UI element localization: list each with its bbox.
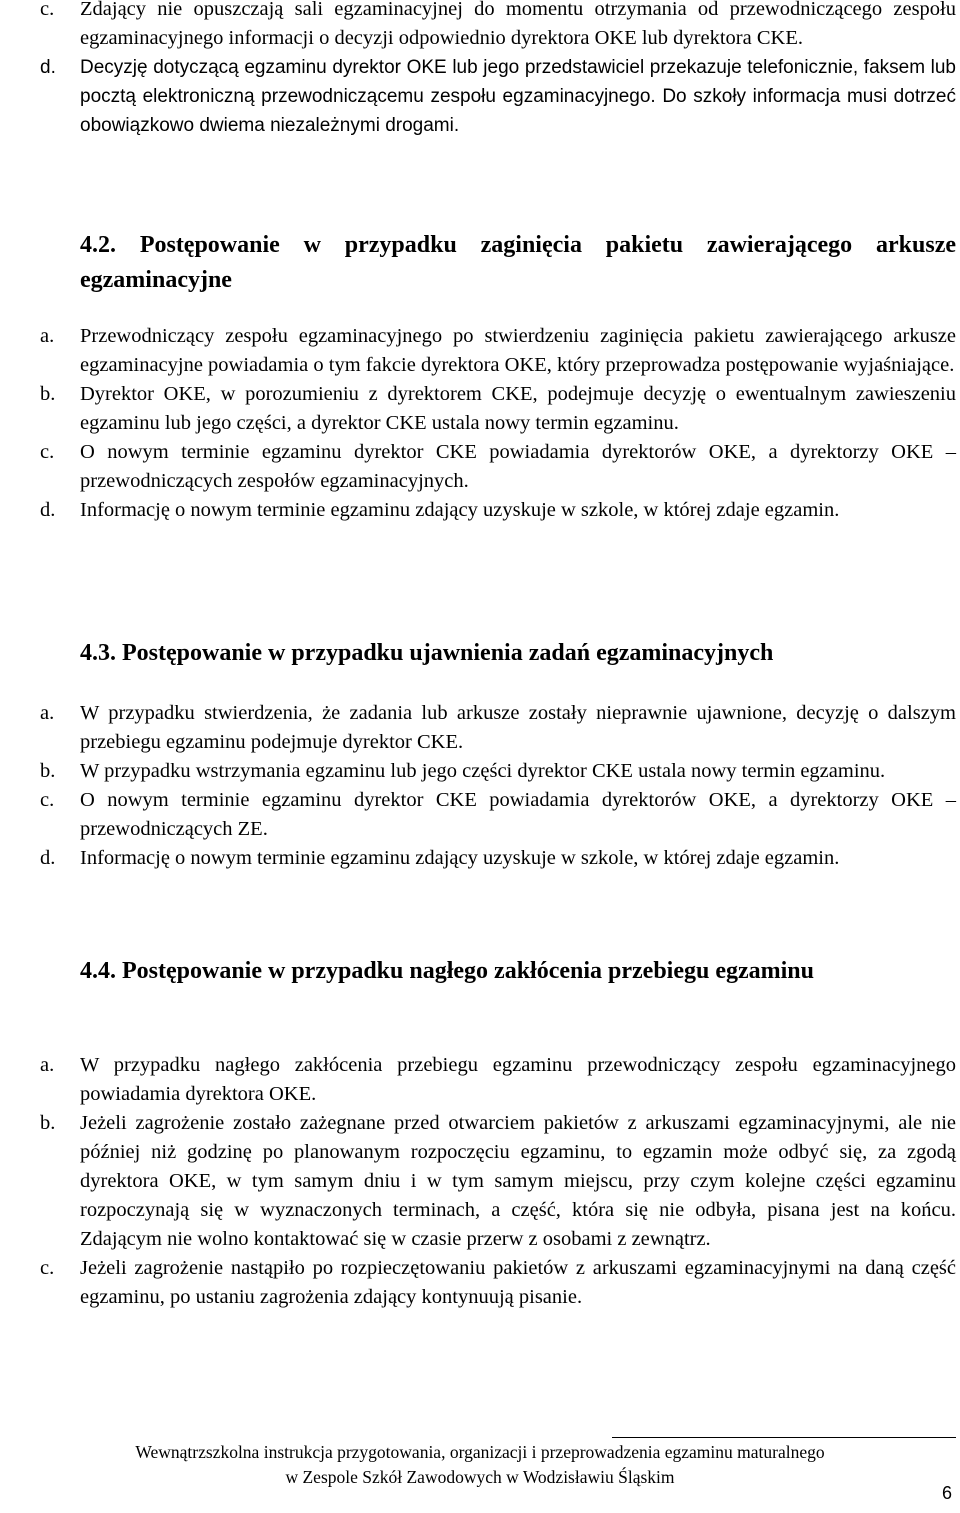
list-item: [0, 786, 960, 844]
list-item-text: Jeżeli zagrożenie zostało zażegnane przed otwarciem pakietów z arkuszami egzaminacyjnymi, ale nie później niż godzinę po planowanym rozpoczęciu egzaminu, to egzamin może odbyć się, za zgodą dyrektora OKE, w tym samym dniu i w tym samym miejscu, przy czym kolejne części egzaminu rozpoczynają się w wyznaczonych terminach, a część, która się nie odbyła, pisana jest na końcu. Zdającym nie wolno kontaktować się w czasie przerw z osobami z zewnątrz.: [80, 1112, 956, 1250]
list-item: [0, 844, 960, 873]
list-marker: b.: [40, 1112, 56, 1134]
list-item: [0, 757, 960, 786]
list-item-text: O nowym terminie egzaminu dyrektor CKE powiadamia dyrektorów OKE, a dyrektorzy OKE – przewodniczących ZE.: [80, 789, 956, 840]
list-marker: c.: [40, 0, 55, 20]
list-item-text: Decyzję dotyczącą egzaminu dyrektor OKE lub jego przedstawiciel przekazuje telefonicznie, faksem lub pocztą elektroniczną przewodniczącemu zespołu egzaminacyjnego. Do szkoły informacja musi dotrzeć obowiązkowo dwiema niezależnymi drogami.: [80, 57, 956, 136]
list-item: [0, 1051, 960, 1109]
footer-divider: [612, 1437, 956, 1438]
page-number: 6: [941, 1483, 952, 1503]
list-item: [0, 322, 960, 380]
list-item-text: O nowym terminie egzaminu dyrektor CKE powiadamia dyrektorów OKE, a dyrektorzy OKE – przewodniczących zespołów egzaminacyjnych.: [80, 441, 956, 492]
footer-line-1: Wewnątrzszkolna instrukcja przygotowania, organizacji i przeprowadzenia egzaminu maturalnego: [135, 1442, 825, 1462]
list-marker: c.: [40, 1257, 55, 1279]
list-marker: a.: [40, 702, 55, 724]
list-marker: b.: [40, 760, 56, 782]
list-item: [0, 438, 960, 496]
intro-list: [0, 0, 960, 140]
list-marker: c.: [40, 441, 55, 463]
list-item-text: Jeżeli zagrożenie nastąpiło po rozpieczętowaniu pakietów z arkuszami egzaminacyjnymi na daną część egzaminu, po ustaniu zagrożenia zdający kontynuują pisanie.: [80, 1257, 956, 1308]
list-item: [0, 496, 960, 525]
list-item: [0, 380, 960, 438]
list-item: [0, 1109, 960, 1254]
list-marker: c.: [40, 789, 55, 811]
list-item: [0, 0, 960, 53]
list-item-text: W przypadku stwierdzenia, że zadania lub arkusze zostały nieprawnie ujawnione, decyzję o dalszym przebiegu egzaminu podejmuje dyrektor CKE.: [80, 702, 956, 753]
list-item: [0, 53, 960, 140]
footer-line-2: w Zespole Szkół Zawodowych w Wodzisławiu Śląskim: [285, 1467, 675, 1487]
list-item-text: Informację o nowym terminie egzaminu zdający uzyskuje w szkole, w której zdaje egzamin.: [80, 847, 840, 869]
list-marker: d.: [40, 847, 56, 869]
list-marker: a.: [40, 325, 55, 347]
list-marker: a.: [40, 1054, 55, 1076]
section-heading: 4.3. Postępowanie w przypadku ujawnienia zadań egzaminacyjnych: [80, 640, 774, 666]
list-marker: d.: [40, 499, 56, 521]
section-heading: 4.4. Postępowanie w przypadku nagłego zakłócenia przebiegu egzaminu: [80, 958, 815, 984]
section-list: [0, 1051, 960, 1312]
list-item-text: W przypadku nagłego zakłócenia przebiegu egzaminu przewodniczący zespołu egzaminacyjnego powiadamia dyrektora OKE.: [80, 1054, 956, 1105]
section-list: [0, 699, 960, 873]
list-marker: d.: [40, 57, 56, 78]
list-marker: b.: [40, 383, 56, 405]
list-item-text: Dyrektor OKE, w porozumieniu z dyrektorem CKE, podejmuje decyzję o ewentualnym zawieszeniu egzaminu lub jego części, a dyrektor CKE ustala nowy termin egzaminu.: [80, 383, 956, 434]
section-heading: 4.2. Postępowanie w przypadku zaginięcia pakietu zawierającego arkusze egzaminacyjne: [80, 232, 956, 293]
list-item-text: Informację o nowym terminie egzaminu zdający uzyskuje w szkole, w której zdaje egzamin.: [80, 499, 840, 521]
list-item: [0, 699, 960, 757]
list-item-text: Zdający nie opuszczają sali egzaminacyjnej do momentu otrzymania od przewodniczącego zespołu egzaminacyjnego informacji o decyzji odpowiednio dyrektora OKE lub dyrektora CKE.: [80, 0, 956, 49]
list-item-text: Przewodniczący zespołu egzaminacyjnego po stwierdzeniu zaginięcia pakietu zawierającego arkusze egzaminacyjne powiadamia o tym fakcie dyrektora OKE, który przeprowadza postępowanie wyjaśniające.: [80, 325, 956, 376]
list-item-text: W przypadku wstrzymania egzaminu lub jego części dyrektor CKE ustala nowy termin egzaminu.: [80, 760, 886, 782]
list-item: [0, 1254, 960, 1312]
section-list: [0, 322, 960, 525]
